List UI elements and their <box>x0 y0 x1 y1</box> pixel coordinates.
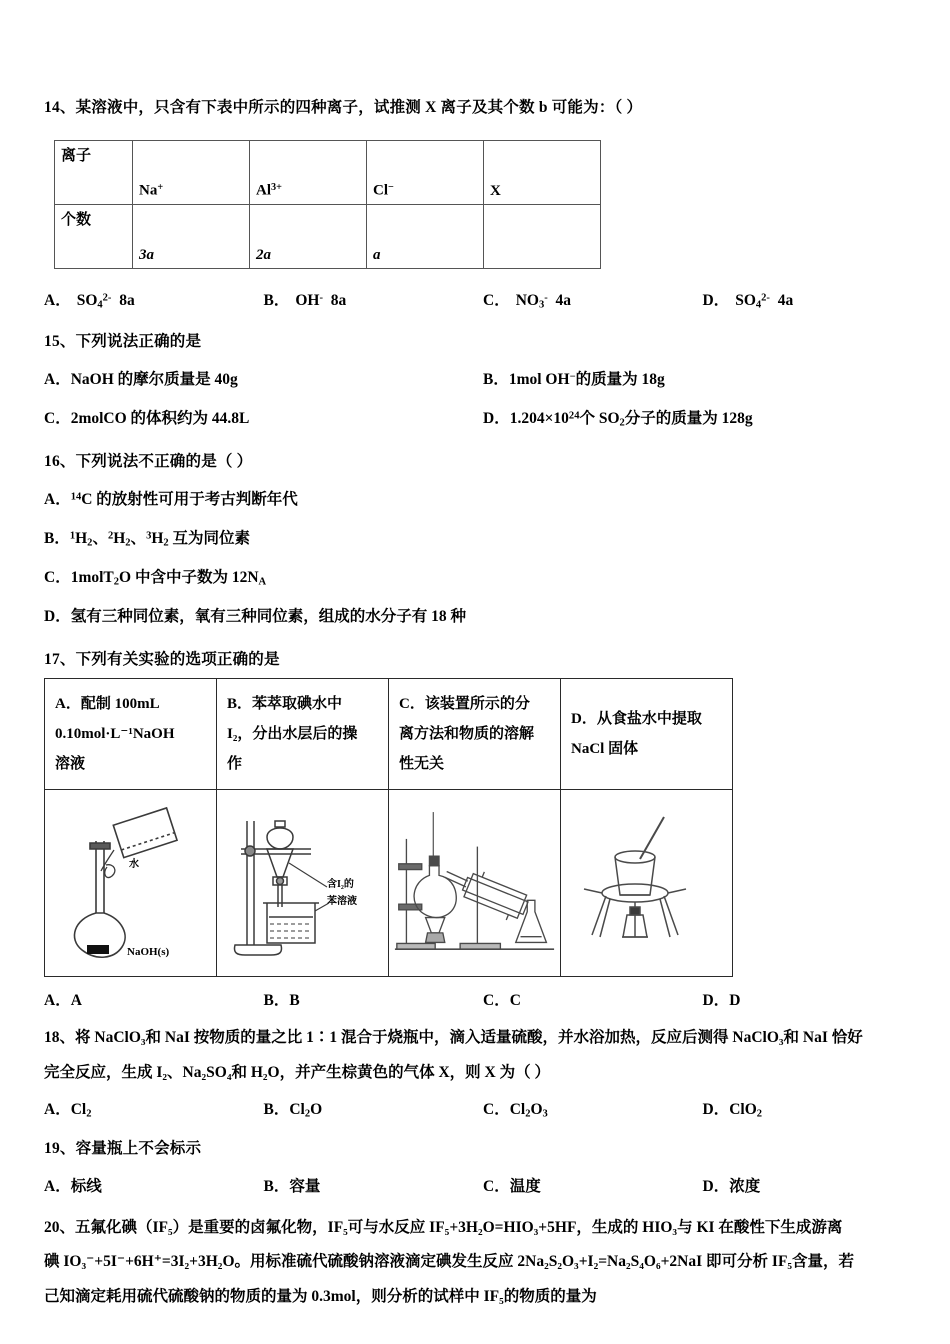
isotope-mass-number: 2 <box>107 530 114 542</box>
option-label: A． <box>44 1100 71 1118</box>
question-16-text: 下列说法不正确的是（ ） <box>75 453 253 471</box>
option-label: A． <box>44 371 71 389</box>
option-a[interactable] <box>44 1175 264 1200</box>
desc-line-3: 溶液 <box>55 756 86 773</box>
experiment-cell-d-figure <box>561 790 733 977</box>
ion-cell-al <box>250 141 367 205</box>
option-a[interactable] <box>44 989 264 1014</box>
option-formula-tail: O <box>310 1100 323 1118</box>
element-sub: 2 <box>125 537 131 549</box>
option-label: D． <box>702 1100 730 1118</box>
option-label: D． <box>702 1177 730 1195</box>
ion-cell-x <box>484 141 601 205</box>
option-c[interactable] <box>483 1175 703 1200</box>
option-sup: 2- <box>761 292 770 304</box>
option-sub: 2 <box>86 1107 92 1119</box>
isotope-mass-number: 14 <box>70 491 82 503</box>
ion-cell-na <box>133 141 250 205</box>
question-14-options <box>44 289 922 314</box>
question-19-options <box>44 1175 922 1200</box>
option-text: 容量 <box>289 1177 321 1195</box>
ion-charge: − <box>388 182 394 194</box>
option-sup: - <box>544 292 548 304</box>
distillation-apparatus-icon <box>393 801 556 966</box>
option-text: 互为同位素 <box>168 530 251 548</box>
option-sup: 24 <box>568 410 580 422</box>
option-c[interactable] <box>44 407 483 432</box>
desc-line-1: 该装置所示的分 <box>424 696 530 713</box>
question-16-number: 16、 <box>44 453 76 471</box>
option-d[interactable] <box>703 1175 923 1200</box>
question-16-option-c[interactable] <box>44 566 922 591</box>
ion-cell-cl <box>367 141 484 205</box>
option-value: A <box>70 992 82 1010</box>
option-label: B． <box>44 530 70 548</box>
option-label: C． <box>483 292 510 310</box>
option-b[interactable] <box>264 1098 484 1123</box>
desc-line-2: 离方法和物质的溶解 <box>399 726 535 743</box>
option-text: NaOH 的摩尔质量是 40g <box>70 371 238 389</box>
question-19-stem <box>44 1137 922 1161</box>
ion-count-na: 3a <box>133 205 250 269</box>
table-row <box>55 141 601 205</box>
option-label: D． <box>483 410 510 428</box>
option-d[interactable] <box>703 1098 923 1123</box>
option-sub: 2 <box>756 1107 763 1119</box>
desc-line-2: I₂，分出水层后的操 <box>227 726 358 743</box>
option-b[interactable] <box>264 1175 484 1200</box>
element-symbol: H <box>113 530 126 548</box>
question-14-number: 14、 <box>44 99 76 116</box>
option-text: 2molCO 的体积约为 44.8L <box>70 410 250 428</box>
experiment-cell-a-description[interactable] <box>45 679 217 790</box>
question-19-number: 19、 <box>44 1139 76 1157</box>
desc-line-2: NaCl 固体 <box>571 741 639 758</box>
option-text: 1.204×10 <box>509 410 569 428</box>
experiment-cell-b-figure <box>217 790 389 977</box>
option-label: A． <box>55 696 81 713</box>
option-text: 浓度 <box>729 1177 761 1195</box>
separator: 、 <box>92 530 108 548</box>
figure-label-naoh: NaOH(s) <box>126 946 169 959</box>
question-15-text: 下列说法正确的是 <box>75 333 202 351</box>
question-18-stem-line-1 <box>44 1026 922 1051</box>
question-17-stem <box>44 648 922 672</box>
volumetric-flask-naoh-icon <box>56 803 206 963</box>
option-label: D． <box>702 992 730 1010</box>
ion-count-x <box>484 205 601 269</box>
option-value: 4a <box>777 292 794 310</box>
figure-label-iodine-benzene-line2: 苯溶液 <box>326 896 357 908</box>
option-a[interactable] <box>44 368 483 393</box>
question-20-line-3 <box>44 1285 922 1310</box>
option-label: B． <box>263 1100 290 1118</box>
question-15-stem <box>44 330 922 354</box>
element-sub: 2 <box>87 537 93 549</box>
desc-line-1: 从食盐水中提取 <box>596 711 702 728</box>
option-formula: SO <box>735 292 756 310</box>
option-formula: Cl <box>509 1100 526 1118</box>
option-c[interactable] <box>483 989 703 1014</box>
option-label: B． <box>263 1177 290 1195</box>
ion-table-row-header-1: 离子 <box>55 141 133 205</box>
question-18-number: 18、 <box>44 1029 76 1046</box>
experiment-cell-c-figure <box>389 790 561 977</box>
option-label: C． <box>399 696 425 713</box>
question-15-options-row1 <box>44 368 922 393</box>
question-20-line-2 <box>44 1250 922 1275</box>
figure-label-water: 水 <box>128 859 139 871</box>
ion-symbol: Al <box>256 183 271 200</box>
desc-line-1: 配制 100mL <box>80 696 160 713</box>
option-d[interactable] <box>483 407 922 432</box>
option-label: C． <box>483 1100 510 1118</box>
evaporating-dish-tripod-icon <box>572 803 722 963</box>
option-label: B． <box>263 292 290 310</box>
ion-table <box>54 140 601 269</box>
option-label: D． <box>44 608 71 626</box>
question-19-text: 容量瓶上不会标示 <box>75 1139 202 1157</box>
option-text-post: 的质量为 18g <box>575 371 665 389</box>
option-label: D． <box>571 711 597 728</box>
option-formula: ClO <box>729 1100 757 1118</box>
element-symbol: H <box>151 530 164 548</box>
option-sub: 4 <box>97 299 103 311</box>
option-value: B <box>289 992 300 1010</box>
experiment-cell-b-description[interactable] <box>217 679 389 790</box>
option-d[interactable] <box>703 989 923 1014</box>
page-content <box>44 96 922 1310</box>
option-formula: Cl <box>289 1100 305 1118</box>
question-18-text-1: 将 NaClO₃和 NaI 按物质的量之比 1∶1 混合于烧瓶中，滴入适量硫酸，并水浴加热，反应后测得 NaClO₃和 NaI 恰好 <box>75 1029 863 1046</box>
option-d[interactable] <box>703 289 923 314</box>
option-value: C <box>509 992 521 1010</box>
question-16-option-b[interactable] <box>44 527 922 552</box>
question-14-text: 某溶液中，只含有下表中所示的四种离子，试推测 X 离子及其个数 b 可能为：（ ） <box>75 99 643 116</box>
option-b[interactable] <box>264 289 484 314</box>
option-formula-tail: O <box>530 1100 543 1118</box>
table-row-figures <box>45 790 733 977</box>
option-sub: 4 <box>755 299 762 311</box>
option-text-tail: 分子的质量为 128g <box>624 410 753 428</box>
ion-count-al: 2a <box>250 205 367 269</box>
option-label: B． <box>263 992 290 1010</box>
question-17-text: 下列有关实验的选项正确的是 <box>75 651 280 669</box>
option-sub: 3 <box>538 299 545 311</box>
option-text: 标线 <box>70 1177 102 1195</box>
question-20-text-3: 己知滴定耗用硫代硫酸钠的物质的量为 0.3mol，则分析的试样中 IF₅的物质的量为 <box>44 1288 597 1306</box>
ion-charge: + <box>157 182 164 194</box>
option-text: 温度 <box>509 1177 541 1195</box>
table-row-descriptions <box>45 679 733 790</box>
ion-symbol: Na <box>139 183 158 200</box>
option-label: B． <box>227 696 253 713</box>
option-text: 氢有三种同位素，氧有三种同位素，组成的水分子有 18 种 <box>70 608 466 626</box>
question-17-number: 17、 <box>44 651 76 669</box>
option-label: A． <box>44 292 71 310</box>
naoh-solid <box>87 945 109 954</box>
option-sup: 2- <box>102 292 112 304</box>
question-20-line-1 <box>44 1216 922 1241</box>
option-value: D <box>729 992 741 1010</box>
option-value: 4a <box>555 292 571 310</box>
question-16-option-a[interactable] <box>44 488 922 513</box>
option-label: A． <box>44 1177 71 1195</box>
isotope-mass-number: 1 <box>69 530 76 542</box>
option-formula: SO <box>76 292 98 310</box>
option-a[interactable] <box>44 289 264 314</box>
separating-funnel-icon <box>223 803 383 963</box>
question-20-text-2: 碘 IO₃⁻+5I⁻+6H⁺=3I₂+3H₂O。用标准硫代硫酸钠溶液滴定碘发生反应 2Na₂S₂O₃+I₂=Na₂S₄O₆+2NaI 即可分析 IF₅含量，若 <box>44 1253 855 1271</box>
option-label: C． <box>483 1177 510 1195</box>
figure-label-iodine-benzene-line1: 含I₂的 <box>326 879 354 891</box>
desc-line-3: 性无关 <box>399 756 445 773</box>
option-formula: Cl <box>70 1100 87 1118</box>
desc-line-2: 0.10mol·L⁻¹NaOH <box>55 726 175 743</box>
question-18-text-2: 完全反应，生成 I₂、Na₂SO₄和 H₂O，并产生棕黄色的气体 X，则 X 为（ ） <box>44 1063 550 1081</box>
question-18-stem-line-2 <box>44 1061 922 1086</box>
question-15-options-row2 <box>44 407 922 432</box>
option-b[interactable] <box>264 989 484 1014</box>
option-label: C． <box>44 410 71 428</box>
option-a[interactable] <box>44 1098 264 1123</box>
separator: 、 <box>130 530 147 548</box>
question-16-stem <box>44 450 922 474</box>
experiment-cell-d-description[interactable] <box>561 679 733 790</box>
ion-symbol: X <box>490 183 501 200</box>
option-sub: 2 <box>304 1107 311 1119</box>
option-value: 8a <box>330 292 347 310</box>
option-label: C． <box>44 569 71 587</box>
option-value: 8a <box>119 292 135 310</box>
option-tail-sub: 3 <box>542 1107 548 1119</box>
option-label: D． <box>702 292 730 310</box>
element-symbol: H <box>75 530 88 548</box>
experiment-options-table <box>44 678 733 977</box>
option-c[interactable] <box>483 289 703 314</box>
option-sup: − <box>569 371 576 383</box>
option-b[interactable] <box>483 368 922 393</box>
ion-charge: 3+ <box>271 182 282 194</box>
option-text: C 的放射性可用于考古判断年代 <box>81 491 298 509</box>
option-formula: NO <box>515 292 539 310</box>
experiment-cell-c-description[interactable] <box>389 679 561 790</box>
option-text-post: 个 SO <box>579 410 620 428</box>
ion-symbol: Cl <box>373 183 388 200</box>
ion-count-cl: a <box>367 205 484 269</box>
question-20-text-1: 五氟化碘（IF₅）是重要的卤氟化物，IF₅可与水反应 IF₅+3H₂O=HIO₃+5HF，生成的 HIO₃与 KI 在酸性下生成游离 <box>75 1218 843 1236</box>
question-16-option-d[interactable] <box>44 605 922 630</box>
desc-line-1: 苯萃取碘水中 <box>252 696 343 713</box>
option-label: A． <box>44 491 71 509</box>
question-17-answer-options <box>44 989 922 1014</box>
experiment-cell-a-figure <box>45 790 217 977</box>
question-18-options <box>44 1098 922 1123</box>
option-sub: 2 <box>619 417 625 429</box>
option-label: C． <box>483 992 510 1010</box>
option-c[interactable] <box>483 1098 703 1123</box>
question-20-number: 20、 <box>44 1218 76 1236</box>
ion-table-row-header-2: 个数 <box>55 205 133 269</box>
isotope-mass-number: 3 <box>146 530 152 542</box>
option-sub: 2 <box>525 1107 531 1119</box>
option-label: B． <box>483 371 509 389</box>
option-text: 1molT$_2$O 中含中子数为 $12N_A$ <box>70 569 267 588</box>
option-text: 1mol OH <box>508 371 570 389</box>
desc-line-3: 作 <box>227 756 243 773</box>
table-row <box>55 205 601 269</box>
question-14-stem <box>44 96 922 120</box>
element-sub: 2 <box>163 537 169 549</box>
option-label: A． <box>44 992 71 1010</box>
option-sup: - <box>319 292 323 304</box>
question-15-number: 15、 <box>44 333 76 351</box>
option-formula: OH <box>295 292 320 310</box>
